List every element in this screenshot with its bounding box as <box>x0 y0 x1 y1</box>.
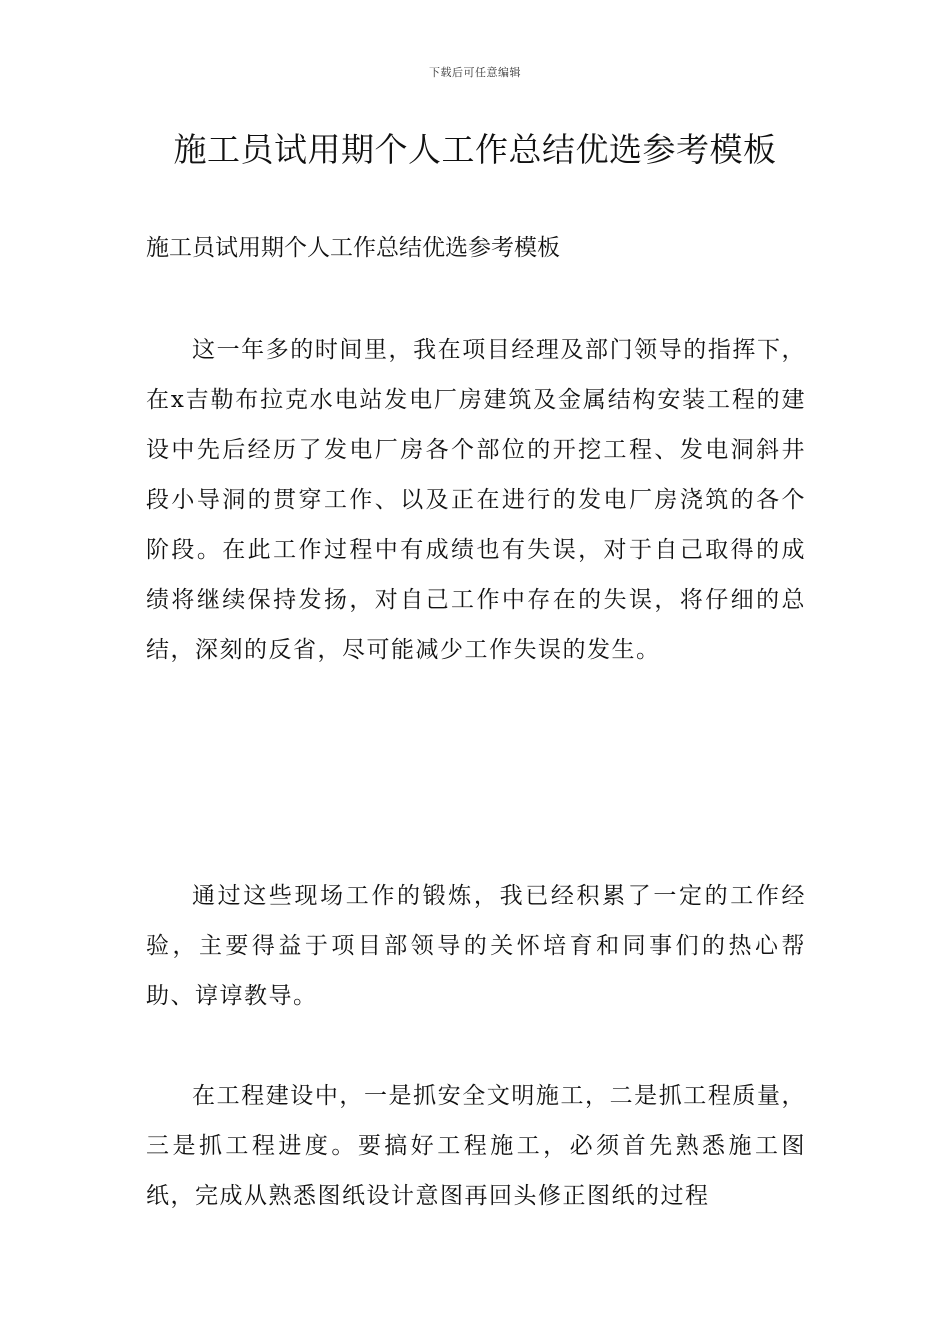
document-subtitle: 施工员试用期个人工作总结优选参考模板 <box>146 235 560 261</box>
paragraph-1: 这一年多的时间里，我在项目经理及部门领导的指挥下，在x吉勒布拉克水电站发电厂房建筑及金属结构安装工程的建设中先后经历了发电厂房各个部位的开挖工程、发电洞斜井段小导洞的贯穿工作、以及正在进行的发电厂房浇筑的各个阶段。在此工作过程中有成绩也有失误，对于自己取得的成绩将继续保持发扬，对自己工作中存在的失误，将仔细的总结，深刻的反省，尽可能减少工作失误的发生。 <box>146 337 806 663</box>
paragraph-2: 通过这些现场工作的锻炼，我已经积累了一定的工作经验，主要得益于项目部领导的关怀培育和同事们的热心帮助、谆谆教导。 <box>146 883 806 1009</box>
paragraph-3: 在工程建设中，一是抓安全文明施工，二是抓工程质量，三是抓工程进度。要搞好工程施工，必须首先熟悉施工图纸，完成从熟悉图纸设计意图再回头修正图纸的过程 <box>146 1083 806 1209</box>
document-title: 施工员试用期个人工作总结优选参考模板 <box>173 130 777 169</box>
download-note: 下载后可任意编辑 <box>429 66 521 79</box>
